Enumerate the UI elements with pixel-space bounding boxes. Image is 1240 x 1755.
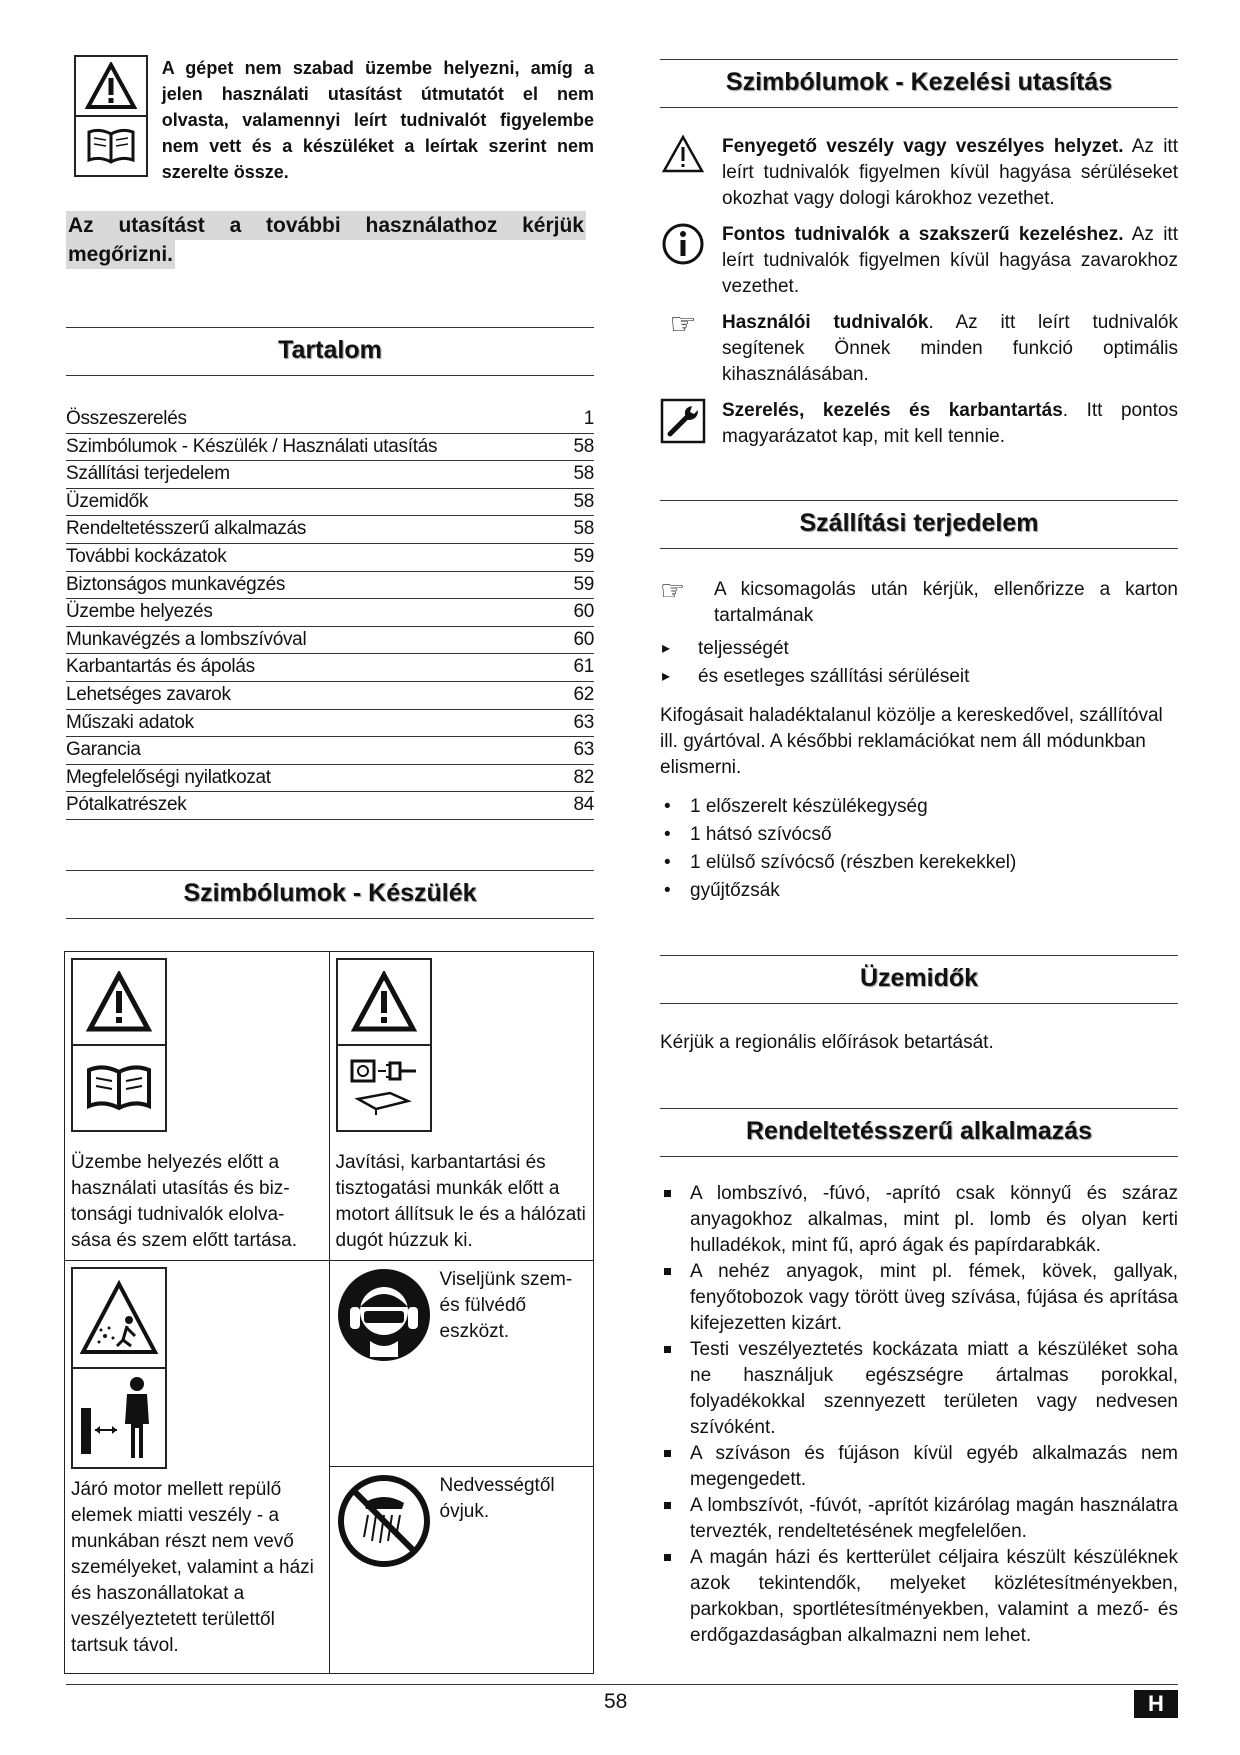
operating-times-title: Üzemidők <box>660 955 1178 1004</box>
toc-page: 58 <box>573 518 594 540</box>
delivery-title: Szállítási terjedelem <box>660 500 1178 549</box>
toc-page: 61 <box>573 656 594 678</box>
symbol-item-info-text: Az itt leírt tudnivalók figyelmen kívül hagyása zavarokhoz vezethet. <box>722 224 1178 297</box>
symbol-item-assembly-bold: Szerelés, kezelés és karbantartás <box>722 400 1063 421</box>
intended-use-title: Rendeltetésszerű alkalmazás <box>660 1108 1178 1157</box>
toc-label: Üzemidők <box>66 490 149 512</box>
symbols-device-table <box>64 951 594 1674</box>
warning-maintenance-icon-box <box>336 958 432 1132</box>
intended-use-item: A szíváson és fújáson kívül egyéb alkalmazás nem megengedett. <box>660 1441 1178 1493</box>
symbol-cell-ppe <box>329 1260 594 1467</box>
warning-triangle-icon <box>660 134 706 212</box>
keep-notice-line2: megőrizni. <box>66 240 175 269</box>
delivery-note <box>660 577 1178 629</box>
toc-row <box>66 489 594 517</box>
warning-manual-icon-box <box>74 55 148 177</box>
info-icon <box>660 222 706 300</box>
delivery-complaint: Kifogásait haladéktalanul közölje a kereskedővel, szállítóval ill. gyártóval. A későbbi reklamációkat nem áll módunkban elismerni. <box>660 705 1163 778</box>
symbol-cell-flying-objects <box>65 1260 330 1673</box>
toc-page: 59 <box>573 573 594 595</box>
delivery-content-item: • 1 hátsó szívócső <box>660 821 1178 849</box>
symbol-item-info <box>660 222 1178 300</box>
delivery-content-item: • 1 elülső szívócső (részben kerekekkel) <box>660 849 1178 877</box>
symbol-desc-moisture: Nedvességtől óvjuk. <box>439 1475 555 1523</box>
warning-triangle-icon <box>76 57 146 115</box>
no-rain-icon <box>336 1473 432 1577</box>
intended-use-item: A nehéz anyagok, mint pl. fémek, kövek, gallyak, fenyőtobozok vagy törött üveg szívása, fújása és aprítása kifejezetten kizárt. <box>660 1259 1178 1337</box>
eye-ear-protection-icon <box>336 1267 432 1371</box>
symbol-cell-read-manual <box>65 951 330 1144</box>
toc-row <box>66 737 594 765</box>
toc-row <box>66 544 594 572</box>
intended-use-item: Testi veszélyeztetés kockázata miatt a készüléket soha ne használjuk egészségre ártalmas porokkal, folyadékokkal szennyezett területen vagy nedvesen szívóként. <box>660 1337 1178 1441</box>
toc-label: Üzembe helyezés <box>66 601 213 623</box>
toc-row <box>66 627 594 655</box>
toc-row <box>66 406 594 434</box>
intended-use-list <box>660 1181 1178 1649</box>
toc-title: Tartalom <box>66 327 594 376</box>
toc-label: Megfelelőségi nyilatkozat <box>66 766 271 788</box>
symbols-device-title: Szimbólumok - Készülék <box>66 870 594 919</box>
symbol-item-assembly-text: . Itt pontos magyarázatot kap, mit kell tennie. <box>722 400 1178 447</box>
toc-page: 1 <box>583 408 594 429</box>
symbol-item-danger <box>660 134 1178 212</box>
warning-book-icon-box <box>71 958 167 1132</box>
symbols-manual-title: Szimbólumok - Kezelési utasítás <box>660 59 1178 108</box>
toc-row <box>66 654 594 682</box>
toc-label: Szimbólumok - Készülék / Használati utasítás <box>66 435 438 457</box>
toc-page: 60 <box>573 601 594 623</box>
toc-row <box>66 434 594 462</box>
toc-page: 58 <box>573 463 594 485</box>
toc-page: 60 <box>573 628 594 650</box>
toc-page: 84 <box>573 794 594 816</box>
toc-page: 82 <box>573 766 594 788</box>
footer-divider <box>66 1684 1178 1685</box>
intended-use-item: A magán házi és kertterület céljaira készült készüléknek azok tekintendők, melyeket közlétesítményekben, parkokban, sportlétesítményekben, valamint a mező- és erdőgazdaságban alkalmazni nem lehet. <box>660 1545 1178 1649</box>
toc-page: 58 <box>573 435 594 457</box>
warning-triangle-icon <box>338 960 430 1044</box>
symbol-item-info-bold: Fontos tudnivalók a szakszerű kezeléshez. <box>722 224 1124 245</box>
toc-label: Összeszerelés <box>66 408 187 429</box>
keep-notice <box>66 211 586 269</box>
flying-objects-icon-box <box>71 1267 167 1469</box>
delivery-section <box>660 577 1178 905</box>
warning-triangle-icon <box>73 960 165 1044</box>
symbol-item-danger-bold: Fenyegető veszély vagy veszélyes helyzet. <box>722 136 1124 157</box>
delivery-content-item: • 1 előszerelt készülékegység <box>660 793 1178 821</box>
toc-row <box>66 682 594 710</box>
symbol-desc-read-manual: Üzembe helyezés előtt a használati utasítás és biz-tonsági tudnivalók elolva-sása és szem előtt tartása. <box>65 1144 330 1261</box>
symbol-item-user-tips-bold: Használói tudnivalók <box>722 312 929 333</box>
table-of-contents <box>66 406 594 820</box>
toc-row <box>66 461 594 489</box>
toc-row <box>66 599 594 627</box>
delivery-note-text: A kicsomagolás után kérjük, ellenőrizze a karton tartalmának <box>714 579 1178 626</box>
delivery-check-item: ▸ és esetleges szállítási sérüléseit <box>660 663 1178 691</box>
toc-row <box>66 765 594 793</box>
delivery-content-item: • gyűjtőzsák <box>660 877 1178 905</box>
symbol-desc-ppe: Viseljünk szem- és fülvédő eszközt. <box>439 1268 573 1342</box>
symbol-desc-unplug: Javítási, karbantartási és tisztogatási munkák előtt a motort állítsuk le és a hálózati dugót húzzuk ki. <box>329 1144 594 1261</box>
toc-label: Rendeltetésszerű alkalmazás <box>66 518 307 540</box>
symbol-item-assembly <box>660 398 1178 450</box>
pointing-hand-icon: ☞ <box>669 308 697 341</box>
toc-page: 63 <box>573 711 594 733</box>
top-warning-text: A gépet nem szabad üzembe helyezni, amíg a jelen használati utasítást útmutatót el nem olvasta, valamennyi leírt tudnivalót figyelembe nem vett és a készüléket a leírtak szerint nem szerelte össze. <box>161 58 594 182</box>
symbol-cell-moisture <box>329 1467 594 1674</box>
plug-disconnect-icon <box>338 1044 430 1130</box>
toc-label: Karbantartás és ápolás <box>66 656 255 678</box>
toc-label: Lehetséges zavarok <box>66 683 231 705</box>
wrench-icon <box>660 398 706 450</box>
symbol-item-danger-text: Az itt leírt tudnivalók figyelmen kívül hagyása sérüléseket okozhat vagy dologi károkhoz vezethet. <box>722 136 1178 209</box>
toc-row <box>66 792 594 820</box>
pointing-hand-icon: ☞ <box>660 575 686 606</box>
toc-label: Garancia <box>66 739 141 761</box>
delivery-checklist <box>660 635 1178 691</box>
delivery-contents-list <box>660 793 1178 905</box>
toc-label: Munkavégzés a lombszívóval <box>66 628 307 650</box>
toc-row <box>66 572 594 600</box>
page-number: 58 <box>604 1690 628 1713</box>
top-warning <box>74 55 594 185</box>
symbol-item-user-tips <box>660 310 1178 388</box>
delivery-check-item: ▸ teljességét <box>660 635 1178 663</box>
toc-page: 59 <box>573 545 594 567</box>
right-column <box>660 55 1178 1649</box>
symbol-desc-flying-objects: Járó motor mellett repülő elemek miatti veszély - a munkában részt nem vevő személyeket, valamint a házi és haszonállatokat a veszélyeztetett területtől tartsuk távol. <box>71 1478 314 1656</box>
toc-page: 62 <box>573 683 594 705</box>
book-icon <box>73 1044 165 1130</box>
keep-notice-line1: Az utasítást a további használathoz kérjük <box>66 211 586 240</box>
toc-label: Biztonságos munkavégzés <box>66 573 286 595</box>
intended-use-item: A lombszívót, -fúvót, -aprítót kizárólag magán használatra tervezték, rendeltetésének megfelelően. <box>660 1493 1178 1545</box>
symbol-cell-unplug <box>329 951 594 1144</box>
toc-label: Műszaki adatok <box>66 711 194 733</box>
intended-use-item: A lombszívó, -fúvó, -aprító csak könnyű és száraz anyagokhoz alkalmas, mint pl. lomb és olyan kerti hulladékok, mint fű, apró ágak és papírdarabkák. <box>660 1181 1178 1259</box>
symbols-manual-list <box>660 134 1178 450</box>
toc-row <box>66 516 594 544</box>
book-icon <box>76 115 146 175</box>
toc-row <box>66 710 594 738</box>
keep-distance-icon <box>73 1367 165 1467</box>
language-badge: H <box>1134 1690 1178 1718</box>
left-column <box>66 55 594 1674</box>
toc-page: 63 <box>573 739 594 761</box>
operating-times-text: Kérjük a regionális előírások betartását. <box>660 1032 994 1053</box>
toc-label: Szállítási terjedelem <box>66 463 230 485</box>
toc-label: További kockázatok <box>66 545 227 567</box>
symbol-item-user-tips-text: . Az itt leírt tudnivalók segítenek Önnek minden funkció optimális kihasználásában. <box>722 312 1178 385</box>
toc-label: Pótalkatrészek <box>66 794 187 816</box>
toc-page: 58 <box>573 490 594 512</box>
flying-debris-warning-icon <box>73 1269 165 1367</box>
